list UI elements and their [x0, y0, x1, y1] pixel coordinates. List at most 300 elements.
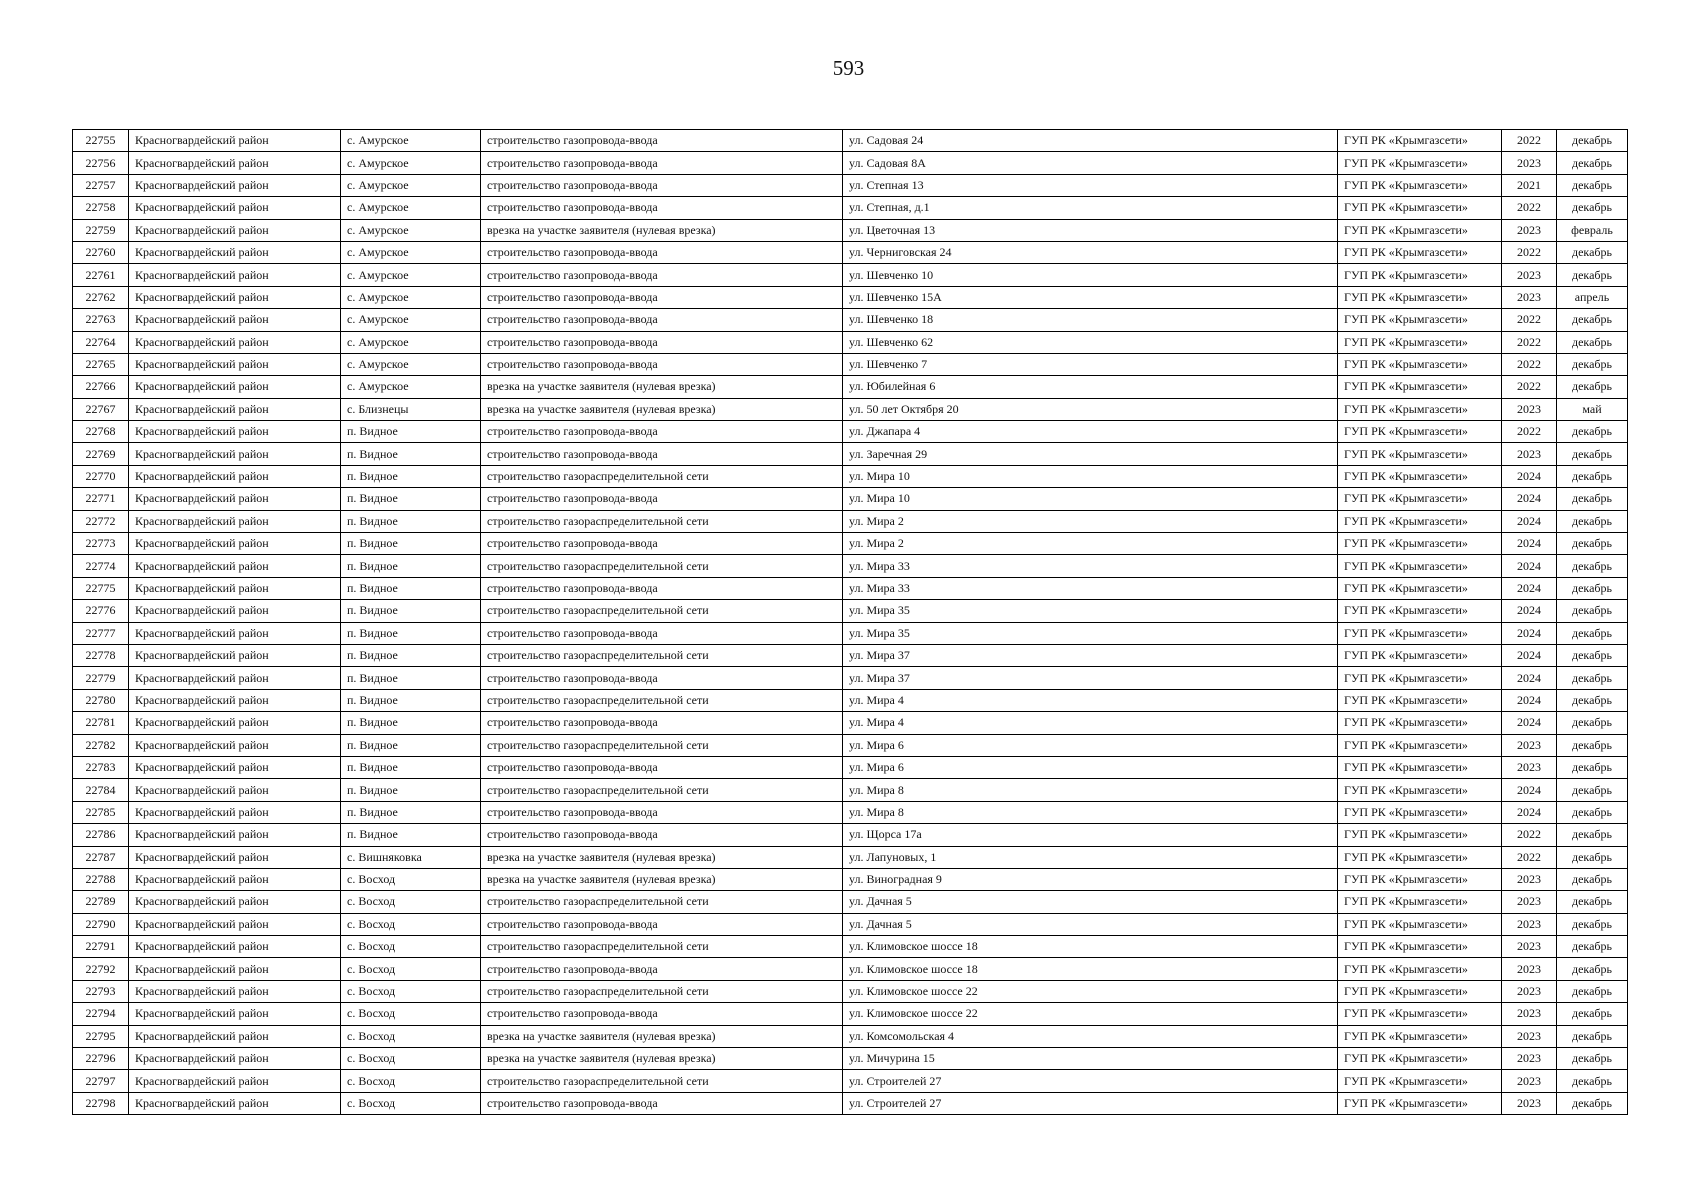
year-cell: 2023 [1502, 1048, 1557, 1070]
year-cell: 2023 [1502, 1025, 1557, 1047]
work-type-cell: строительство газопровода-ввода [481, 1092, 843, 1114]
settlement-cell: п. Видное [341, 756, 481, 778]
district-cell: Красногвардейский район [129, 1003, 341, 1025]
organization-cell: ГУП РК «Крымгазсети» [1338, 936, 1502, 958]
year-cell: 2023 [1502, 868, 1557, 890]
organization-cell: ГУП РК «Крымгазсети» [1338, 1092, 1502, 1114]
address-cell: ул. Джапара 4 [843, 421, 1338, 443]
work-type-cell: строительство газопровода-ввода [481, 824, 843, 846]
month-cell: декабрь [1557, 622, 1628, 644]
row-number-cell: 22798 [73, 1092, 129, 1114]
settlement-cell: с. Амурское [341, 219, 481, 241]
row-number-cell: 22784 [73, 779, 129, 801]
work-type-cell: строительство газопровода-ввода [481, 958, 843, 980]
table-row [73, 174, 1628, 196]
address-cell: ул. Шевченко 15А [843, 286, 1338, 308]
address-cell: ул. Степная 13 [843, 174, 1338, 196]
row-number-cell: 22768 [73, 421, 129, 443]
row-number-cell: 22756 [73, 152, 129, 174]
district-cell: Красногвардейский район [129, 734, 341, 756]
year-cell: 2024 [1502, 689, 1557, 711]
month-cell: декабрь [1557, 936, 1628, 958]
address-cell: ул. Строителей 27 [843, 1092, 1338, 1114]
district-cell: Красногвардейский район [129, 689, 341, 711]
address-cell: ул. Мира 33 [843, 555, 1338, 577]
organization-cell: ГУП РК «Крымгазсети» [1338, 1048, 1502, 1070]
settlement-cell: с. Восход [341, 1048, 481, 1070]
table-row [73, 868, 1628, 890]
row-number-cell: 22772 [73, 510, 129, 532]
row-number-cell: 22778 [73, 644, 129, 666]
month-cell: декабрь [1557, 533, 1628, 555]
district-cell: Красногвардейский район [129, 533, 341, 555]
row-number-cell: 22758 [73, 197, 129, 219]
month-cell: декабрь [1557, 465, 1628, 487]
month-cell: декабрь [1557, 443, 1628, 465]
year-cell: 2023 [1502, 152, 1557, 174]
organization-cell: ГУП РК «Крымгазсети» [1338, 779, 1502, 801]
work-type-cell: строительство газораспределительной сети [481, 689, 843, 711]
month-cell: декабрь [1557, 980, 1628, 1002]
organization-cell: ГУП РК «Крымгазсети» [1338, 152, 1502, 174]
address-cell: ул. Климовское шоссе 18 [843, 958, 1338, 980]
table-row [73, 533, 1628, 555]
address-cell: ул. Шевченко 10 [843, 264, 1338, 286]
month-cell: декабрь [1557, 174, 1628, 196]
address-cell: ул. Мира 10 [843, 465, 1338, 487]
address-cell: ул. Дачная 5 [843, 913, 1338, 935]
year-cell: 2023 [1502, 219, 1557, 241]
work-type-cell: строительство газопровода-ввода [481, 533, 843, 555]
table-row [73, 488, 1628, 510]
district-cell: Красногвардейский район [129, 264, 341, 286]
table-row [73, 1092, 1628, 1114]
organization-cell: ГУП РК «Крымгазсети» [1338, 980, 1502, 1002]
organization-cell: ГУП РК «Крымгазсети» [1338, 577, 1502, 599]
settlement-cell: п. Видное [341, 465, 481, 487]
row-number-cell: 22767 [73, 398, 129, 420]
address-cell: ул. Щорса 17а [843, 824, 1338, 846]
table-row [73, 913, 1628, 935]
year-cell: 2024 [1502, 577, 1557, 599]
address-cell: ул. Мира 37 [843, 667, 1338, 689]
year-cell: 2024 [1502, 667, 1557, 689]
settlement-cell: с. Амурское [341, 174, 481, 196]
work-type-cell: врезка на участке заявителя (нулевая врезка) [481, 846, 843, 868]
table-row [73, 734, 1628, 756]
work-type-cell: строительство газопровода-ввода [481, 712, 843, 734]
address-cell: ул. Лапуновых, 1 [843, 846, 1338, 868]
row-number-cell: 22795 [73, 1025, 129, 1047]
work-type-cell: врезка на участке заявителя (нулевая врезка) [481, 398, 843, 420]
address-cell: ул. Черниговская 24 [843, 241, 1338, 263]
year-cell: 2023 [1502, 286, 1557, 308]
settlement-cell: с. Восход [341, 1070, 481, 1092]
row-number-cell: 22771 [73, 488, 129, 510]
settlement-cell: п. Видное [341, 824, 481, 846]
organization-cell: ГУП РК «Крымгазсети» [1338, 488, 1502, 510]
work-type-cell: врезка на участке заявителя (нулевая врезка) [481, 1048, 843, 1070]
month-cell: декабрь [1557, 1003, 1628, 1025]
organization-cell: ГУП РК «Крымгазсети» [1338, 465, 1502, 487]
row-number-cell: 22755 [73, 130, 129, 152]
settlement-cell: с. Амурское [341, 197, 481, 219]
year-cell: 2023 [1502, 264, 1557, 286]
district-cell: Красногвардейский район [129, 130, 341, 152]
year-cell: 2023 [1502, 734, 1557, 756]
year-cell: 2022 [1502, 846, 1557, 868]
district-cell: Красногвардейский район [129, 846, 341, 868]
row-number-cell: 22763 [73, 309, 129, 331]
settlement-cell: п. Видное [341, 712, 481, 734]
district-cell: Красногвардейский район [129, 913, 341, 935]
organization-cell: ГУП РК «Крымгазсети» [1338, 241, 1502, 263]
organization-cell: ГУП РК «Крымгазсети» [1338, 219, 1502, 241]
address-cell: ул. Мира 37 [843, 644, 1338, 666]
month-cell: декабрь [1557, 868, 1628, 890]
address-cell: ул. Шевченко 7 [843, 353, 1338, 375]
month-cell: апрель [1557, 286, 1628, 308]
organization-cell: ГУП РК «Крымгазсети» [1338, 667, 1502, 689]
work-type-cell: строительство газораспределительной сети [481, 555, 843, 577]
organization-cell: ГУП РК «Крымгазсети» [1338, 1070, 1502, 1092]
work-type-cell: врезка на участке заявителя (нулевая врезка) [481, 1025, 843, 1047]
district-cell: Красногвардейский район [129, 421, 341, 443]
settlement-cell: п. Видное [341, 488, 481, 510]
settlement-cell: с. Восход [341, 958, 481, 980]
year-cell: 2023 [1502, 980, 1557, 1002]
table-row [73, 264, 1628, 286]
address-cell: ул. Цветочная 13 [843, 219, 1338, 241]
month-cell: декабрь [1557, 891, 1628, 913]
year-cell: 2024 [1502, 488, 1557, 510]
district-cell: Красногвардейский район [129, 712, 341, 734]
month-cell: декабрь [1557, 1070, 1628, 1092]
organization-cell: ГУП РК «Крымгазсети» [1338, 376, 1502, 398]
district-cell: Красногвардейский район [129, 488, 341, 510]
settlement-cell: с. Вишняковка [341, 846, 481, 868]
district-cell: Красногвардейский район [129, 174, 341, 196]
table-row [73, 130, 1628, 152]
table-row [73, 1003, 1628, 1025]
year-cell: 2024 [1502, 622, 1557, 644]
settlement-cell: с. Восход [341, 1003, 481, 1025]
district-cell: Красногвардейский район [129, 801, 341, 823]
table-row [73, 1025, 1628, 1047]
month-cell: декабрь [1557, 1048, 1628, 1070]
settlement-cell: с. Восход [341, 913, 481, 935]
table-row [73, 644, 1628, 666]
district-cell: Красногвардейский район [129, 756, 341, 778]
row-number-cell: 22786 [73, 824, 129, 846]
settlement-cell: с. Восход [341, 936, 481, 958]
work-type-cell: строительство газопровода-ввода [481, 152, 843, 174]
table-row [73, 577, 1628, 599]
month-cell: декабрь [1557, 1092, 1628, 1114]
organization-cell: ГУП РК «Крымгазсети» [1338, 533, 1502, 555]
address-cell: ул. Климовское шоссе 18 [843, 936, 1338, 958]
table-row [73, 712, 1628, 734]
settlement-cell: с. Восход [341, 891, 481, 913]
district-cell: Красногвардейский район [129, 1025, 341, 1047]
row-number-cell: 22766 [73, 376, 129, 398]
district-cell: Красногвардейский район [129, 510, 341, 532]
month-cell: декабрь [1557, 577, 1628, 599]
organization-cell: ГУП РК «Крымгазсети» [1338, 868, 1502, 890]
work-type-cell: строительство газораспределительной сети [481, 510, 843, 532]
address-cell: ул. Климовское шоссе 22 [843, 1003, 1338, 1025]
page-number: 593 [832, 56, 865, 80]
organization-cell: ГУП РК «Крымгазсети» [1338, 264, 1502, 286]
settlement-cell: с. Амурское [341, 331, 481, 353]
settlement-cell: с. Амурское [341, 130, 481, 152]
work-type-cell: строительство газораспределительной сети [481, 644, 843, 666]
organization-cell: ГУП РК «Крымгазсети» [1338, 421, 1502, 443]
work-type-cell: строительство газораспределительной сети [481, 891, 843, 913]
row-number-cell: 22783 [73, 756, 129, 778]
settlement-cell: с. Восход [341, 980, 481, 1002]
gas-connection-table [72, 129, 1628, 1115]
month-cell: декабрь [1557, 376, 1628, 398]
row-number-cell: 22782 [73, 734, 129, 756]
month-cell: февраль [1557, 219, 1628, 241]
month-cell: декабрь [1557, 130, 1628, 152]
table-row [73, 443, 1628, 465]
address-cell: ул. Шевченко 18 [843, 309, 1338, 331]
work-type-cell: врезка на участке заявителя (нулевая врезка) [481, 868, 843, 890]
settlement-cell: с. Амурское [341, 353, 481, 375]
year-cell: 2022 [1502, 824, 1557, 846]
district-cell: Красногвардейский район [129, 936, 341, 958]
year-cell: 2021 [1502, 174, 1557, 196]
table-row [73, 622, 1628, 644]
settlement-cell: п. Видное [341, 779, 481, 801]
row-number-cell: 22774 [73, 555, 129, 577]
district-cell: Красногвардейский район [129, 443, 341, 465]
work-type-cell: строительство газопровода-ввода [481, 1003, 843, 1025]
month-cell: декабрь [1557, 241, 1628, 263]
table-row [73, 152, 1628, 174]
year-cell: 2023 [1502, 398, 1557, 420]
month-cell: декабрь [1557, 958, 1628, 980]
year-cell: 2022 [1502, 353, 1557, 375]
table-row [73, 936, 1628, 958]
table-row [73, 846, 1628, 868]
month-cell: декабрь [1557, 1025, 1628, 1047]
settlement-cell: с. Восход [341, 1025, 481, 1047]
table-row [73, 510, 1628, 532]
month-cell: декабрь [1557, 264, 1628, 286]
table-row [73, 241, 1628, 263]
address-cell: ул. Комсомольская 4 [843, 1025, 1338, 1047]
district-cell: Красногвардейский район [129, 980, 341, 1002]
table-row [73, 667, 1628, 689]
organization-cell: ГУП РК «Крымгазсети» [1338, 824, 1502, 846]
work-type-cell: строительство газопровода-ввода [481, 443, 843, 465]
month-cell: декабрь [1557, 331, 1628, 353]
year-cell: 2023 [1502, 958, 1557, 980]
district-cell: Красногвардейский район [129, 197, 341, 219]
organization-cell: ГУП РК «Крымгазсети» [1338, 286, 1502, 308]
row-number-cell: 22788 [73, 868, 129, 890]
district-cell: Красногвардейский район [129, 555, 341, 577]
work-type-cell: строительство газораспределительной сети [481, 779, 843, 801]
settlement-cell: п. Видное [341, 555, 481, 577]
row-number-cell: 22779 [73, 667, 129, 689]
work-type-cell: строительство газопровода-ввода [481, 421, 843, 443]
work-type-cell: строительство газопровода-ввода [481, 130, 843, 152]
month-cell: декабрь [1557, 353, 1628, 375]
year-cell: 2024 [1502, 779, 1557, 801]
year-cell: 2022 [1502, 331, 1557, 353]
month-cell: декабрь [1557, 801, 1628, 823]
address-cell: ул. Шевченко 62 [843, 331, 1338, 353]
month-cell: декабрь [1557, 510, 1628, 532]
organization-cell: ГУП РК «Крымгазсети» [1338, 197, 1502, 219]
district-cell: Красногвардейский район [129, 398, 341, 420]
table-row [73, 1070, 1628, 1092]
month-cell: декабрь [1557, 488, 1628, 510]
row-number-cell: 22757 [73, 174, 129, 196]
table-row [73, 600, 1628, 622]
year-cell: 2023 [1502, 1003, 1557, 1025]
table-row [73, 891, 1628, 913]
settlement-cell: п. Видное [341, 510, 481, 532]
table-row [73, 376, 1628, 398]
year-cell: 2022 [1502, 309, 1557, 331]
organization-cell: ГУП РК «Крымгазсети» [1338, 398, 1502, 420]
work-type-cell: строительство газопровода-ввода [481, 488, 843, 510]
table-row [73, 398, 1628, 420]
district-cell: Красногвардейский район [129, 868, 341, 890]
address-cell: ул. Мира 10 [843, 488, 1338, 510]
month-cell: декабрь [1557, 644, 1628, 666]
year-cell: 2022 [1502, 241, 1557, 263]
row-number-cell: 22765 [73, 353, 129, 375]
organization-cell: ГУП РК «Крымгазсети» [1338, 443, 1502, 465]
organization-cell: ГУП РК «Крымгазсети» [1338, 756, 1502, 778]
year-cell: 2024 [1502, 465, 1557, 487]
work-type-cell: строительство газопровода-ввода [481, 197, 843, 219]
table-row [73, 958, 1628, 980]
settlement-cell: п. Видное [341, 533, 481, 555]
address-cell: ул. Мира 6 [843, 756, 1338, 778]
work-type-cell: строительство газораспределительной сети [481, 734, 843, 756]
work-type-cell: строительство газораспределительной сети [481, 1070, 843, 1092]
year-cell: 2024 [1502, 600, 1557, 622]
month-cell: декабрь [1557, 197, 1628, 219]
year-cell: 2023 [1502, 891, 1557, 913]
address-cell: ул. Мира 4 [843, 689, 1338, 711]
year-cell: 2024 [1502, 510, 1557, 532]
address-cell: ул. Виноградная 9 [843, 868, 1338, 890]
address-cell: ул. Мира 8 [843, 779, 1338, 801]
row-number-cell: 22770 [73, 465, 129, 487]
organization-cell: ГУП РК «Крымгазсети» [1338, 1025, 1502, 1047]
organization-cell: ГУП РК «Крымгазсети» [1338, 555, 1502, 577]
work-type-cell: строительство газопровода-ввода [481, 801, 843, 823]
work-type-cell: строительство газораспределительной сети [481, 600, 843, 622]
district-cell: Красногвардейский район [129, 286, 341, 308]
organization-cell: ГУП РК «Крымгазсети» [1338, 644, 1502, 666]
work-type-cell: врезка на участке заявителя (нулевая врезка) [481, 219, 843, 241]
table-row [73, 353, 1628, 375]
row-number-cell: 22792 [73, 958, 129, 980]
table-row [73, 309, 1628, 331]
work-type-cell: строительство газопровода-ввода [481, 756, 843, 778]
organization-cell: ГУП РК «Крымгазсети» [1338, 353, 1502, 375]
work-type-cell: строительство газопровода-ввода [481, 264, 843, 286]
settlement-cell: п. Видное [341, 801, 481, 823]
organization-cell: ГУП РК «Крымгазсети» [1338, 734, 1502, 756]
year-cell: 2023 [1502, 1092, 1557, 1114]
organization-cell: ГУП РК «Крымгазсети» [1338, 846, 1502, 868]
district-cell: Красногвардейский район [129, 779, 341, 801]
settlement-cell: п. Видное [341, 622, 481, 644]
table-row [73, 824, 1628, 846]
year-cell: 2022 [1502, 376, 1557, 398]
settlement-cell: п. Видное [341, 421, 481, 443]
settlement-cell: с. Амурское [341, 241, 481, 263]
work-type-cell: строительство газопровода-ввода [481, 331, 843, 353]
work-type-cell: строительство газопровода-ввода [481, 577, 843, 599]
row-number-cell: 22780 [73, 689, 129, 711]
table-row [73, 219, 1628, 241]
row-number-cell: 22797 [73, 1070, 129, 1092]
row-number-cell: 22762 [73, 286, 129, 308]
work-type-cell: строительство газопровода-ввода [481, 174, 843, 196]
settlement-cell: с. Амурское [341, 286, 481, 308]
work-type-cell: строительство газопровода-ввода [481, 667, 843, 689]
work-type-cell: строительство газопровода-ввода [481, 241, 843, 263]
row-number-cell: 22793 [73, 980, 129, 1002]
address-cell: ул. Мира 4 [843, 712, 1338, 734]
year-cell: 2023 [1502, 936, 1557, 958]
district-cell: Красногвардейский район [129, 331, 341, 353]
settlement-cell: п. Видное [341, 644, 481, 666]
year-cell: 2023 [1502, 443, 1557, 465]
settlement-cell: с. Амурское [341, 309, 481, 331]
table-row [73, 465, 1628, 487]
organization-cell: ГУП РК «Крымгазсети» [1338, 958, 1502, 980]
organization-cell: ГУП РК «Крымгазсети» [1338, 174, 1502, 196]
settlement-cell: п. Видное [341, 734, 481, 756]
month-cell: декабрь [1557, 667, 1628, 689]
address-cell: ул. Заречная 29 [843, 443, 1338, 465]
table-body [73, 130, 1628, 1115]
table-row [73, 421, 1628, 443]
settlement-cell: с. Амурское [341, 376, 481, 398]
row-number-cell: 22791 [73, 936, 129, 958]
address-cell: ул. Мира 35 [843, 600, 1338, 622]
district-cell: Красногвардейский район [129, 667, 341, 689]
row-number-cell: 22794 [73, 1003, 129, 1025]
settlement-cell: с. Амурское [341, 264, 481, 286]
month-cell: декабрь [1557, 309, 1628, 331]
settlement-cell: с. Амурское [341, 152, 481, 174]
work-type-cell: строительство газопровода-ввода [481, 353, 843, 375]
month-cell: декабрь [1557, 555, 1628, 577]
row-number-cell: 22781 [73, 712, 129, 734]
district-cell: Красногвардейский район [129, 152, 341, 174]
organization-cell: ГУП РК «Крымгазсети» [1338, 309, 1502, 331]
organization-cell: ГУП РК «Крымгазсети» [1338, 689, 1502, 711]
organization-cell: ГУП РК «Крымгазсети» [1338, 712, 1502, 734]
table-row [73, 689, 1628, 711]
district-cell: Красногвардейский район [129, 241, 341, 263]
address-cell: ул. Садовая 8А [843, 152, 1338, 174]
settlement-cell: п. Видное [341, 600, 481, 622]
